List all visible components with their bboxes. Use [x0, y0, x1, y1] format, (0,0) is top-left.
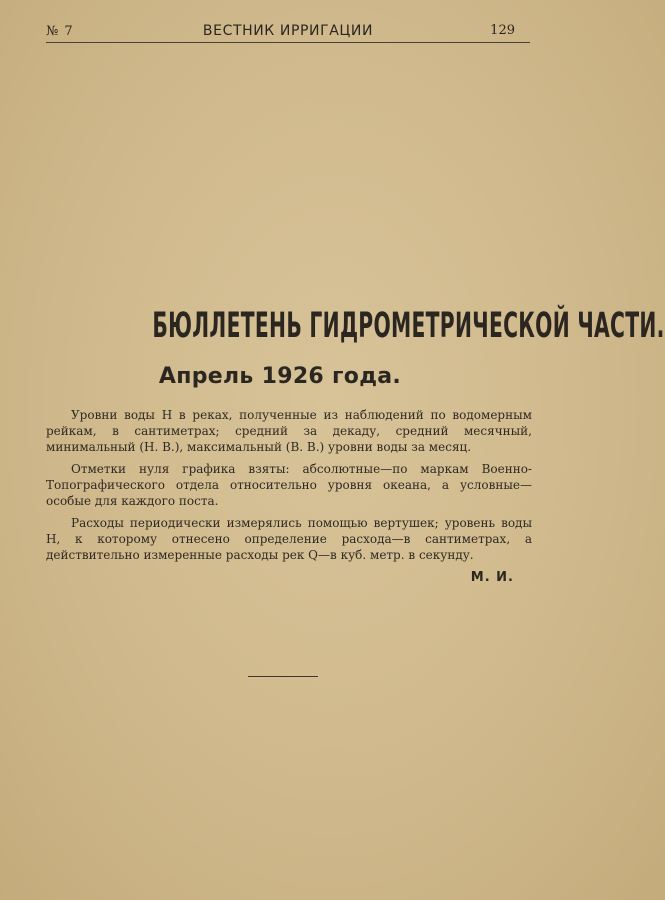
issue-number: № 7: [46, 24, 74, 39]
paragraph-gauge-zero: Отметки нуля графика взяты: абсолютные—по маркам Военно-Топографического отдела относительно уровня океана, а условные—особые для каждого поста.: [46, 462, 532, 508]
article-body: [46, 407, 532, 569]
article-subtitle: Апрель 1926 года.: [158, 364, 402, 389]
paragraph-water-levels: Уровни воды H в реках, полученные из наблюдений по водомерным рейкам, в сантиметрах; средний за декаду, средний месячный, минимальный (Н. В.), максимальный (В. В.) уровни воды за месяц.: [46, 408, 532, 454]
journal-title: ВЕСТНИК ИРРИГАЦИИ: [202, 23, 374, 39]
page-number: 129: [490, 23, 515, 38]
paragraph-discharge: Расходы периодически измерялись помощью вертушек; уровень воды H, к которому отнесено определение расхода—в сантиметрах, а действительно измеренные расходы рек Q—в куб. метр. в секунду.: [46, 516, 532, 562]
author-signature: М. И.: [470, 570, 514, 585]
running-header: [46, 22, 530, 43]
section-divider: [248, 676, 318, 677]
article-title: БЮЛЛЕТЕНЬ ГИДРОМЕТРИЧЕСКОЙ ЧАСТИ.: [152, 306, 665, 346]
